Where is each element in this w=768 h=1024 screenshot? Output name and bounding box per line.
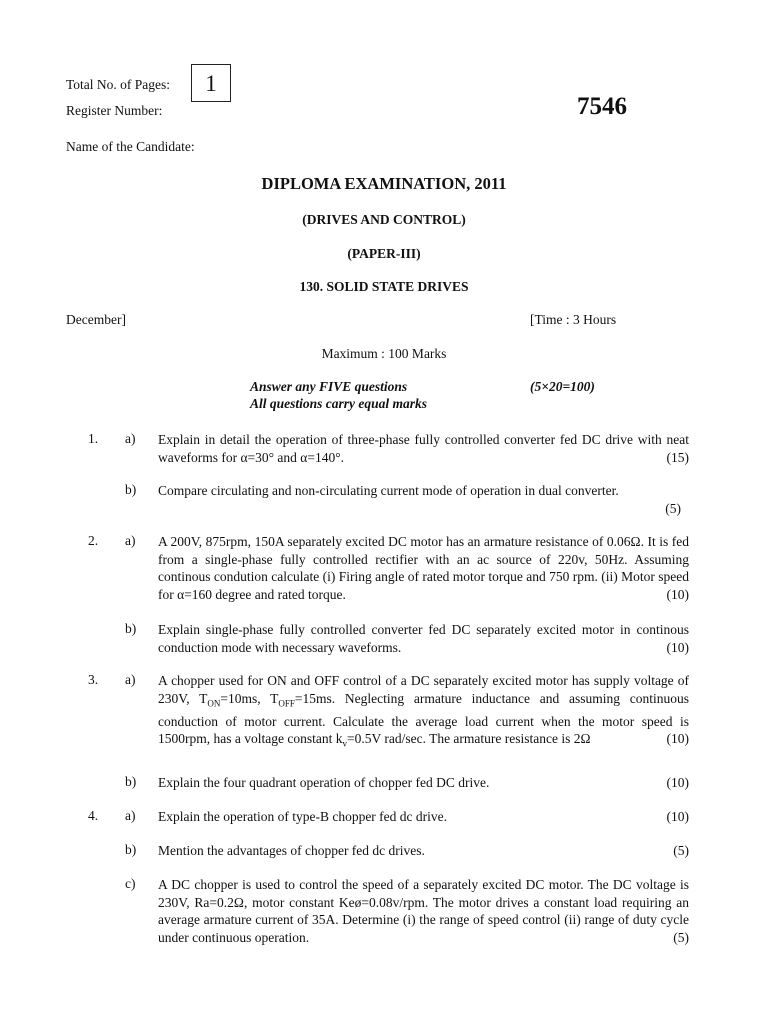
instruction-marks: (5×20=100) xyxy=(530,379,595,394)
exam-paper: (PAPER-III) xyxy=(347,246,421,261)
question-text: Explain in detail the operation of three-phase fully controlled converter fed DC drive with neat waveforms for α=30° and α=140°. (15) xyxy=(158,432,689,465)
marks: (10) xyxy=(666,775,689,790)
register-number-value: 7546 xyxy=(577,93,627,120)
part-label: b) xyxy=(125,774,137,789)
part-label: a) xyxy=(125,431,136,446)
marks: (10) xyxy=(666,586,689,602)
question-text: Mention the advantages of chopper fed dc drives. (5) xyxy=(158,843,689,858)
marks: (10) xyxy=(666,639,689,655)
question-text: Explain the operation of type-B chopper fed dc drive. (10) xyxy=(158,809,689,824)
exam-title: DIPLOMA EXAMINATION, 2011 xyxy=(261,174,507,193)
marks: (10) xyxy=(666,731,689,747)
question-number: 1. xyxy=(88,431,99,446)
question-number: 3. xyxy=(88,672,99,687)
max-marks: Maximum : 100 Marks xyxy=(321,346,447,361)
question-number: 2. xyxy=(88,533,99,548)
exam-subject: (DRIVES AND CONTROL) xyxy=(302,212,466,227)
question-text: A 200V, 875rpm, 150A separately excited DC motor has an armature resistance of 0.06Ω. It is fed from a single-phase fully controlled rectifier with an ac source of 220v, 50Hz. Assuming continous condution calculate (i) Firing angle of rated motor torque and 750 rpm. (ii) Motor speed for α=160 degree and rated torque. (10) xyxy=(158,534,689,602)
marks: (15) xyxy=(666,449,689,465)
question-text: Explain the four quadrant operation of chopper fed DC drive. (10) xyxy=(158,775,689,790)
part-label: a) xyxy=(125,672,136,687)
register-number-label: Register Number: xyxy=(66,103,163,118)
marks: (10) xyxy=(666,809,689,824)
marks: (5) xyxy=(673,843,689,858)
marks: (5) xyxy=(673,929,689,945)
total-pages-label: Total No. of Pages: xyxy=(66,77,171,92)
part-label: a) xyxy=(125,533,136,548)
question-text: Compare circulating and non-circulating current mode of operation in dual converter. (5) xyxy=(158,483,681,516)
exam-time: [Time : 3 Hours xyxy=(530,312,617,327)
marks: (5) xyxy=(665,500,681,516)
part-label: b) xyxy=(125,621,137,636)
question-text: A DC chopper is used to control the speed of a separately excited DC motor. The DC voltage is 230V, Ra=0.2Ω, motor constant Keø=0.08v/rpm. The motor drives a constant load requiring an average armature current of 35A. Determine (i) the range of speed control (ii) range of duty cycle under continuous operation. (5) xyxy=(158,877,689,945)
question-text: A chopper used for ON and OFF control of a DC separately excited motor has supply voltage of 230V, $T_{ON}=10ms$, $T_{OFF}=15ms$. Neglecting armature inductance and assuming continuous conduction of motor current. Calculate the average load current when the motor speed is 1500rpm, has a voltage constant $k_v=0.5V$ rad/sec. The armature resistance is 2Ω (10) xyxy=(158,673,690,749)
part-label: b) xyxy=(125,482,137,497)
part-label: a) xyxy=(125,808,136,823)
total-pages-box: 1 xyxy=(191,64,231,102)
part-label: b) xyxy=(125,842,137,857)
exam-month: December] xyxy=(66,312,126,327)
question-number: 4. xyxy=(88,808,99,823)
instruction-answer: Answer any FIVE questions xyxy=(250,379,408,394)
part-label: c) xyxy=(125,876,136,891)
instruction-equal-marks: All questions carry equal marks xyxy=(250,396,428,411)
question-text: Explain single-phase fully controlled converter fed DC separately excited motor in continous conduction mode with necessary waveforms. (10) xyxy=(158,622,689,655)
course-name: 130. SOLID STATE DRIVES xyxy=(299,279,469,294)
candidate-name-label: Name of the Candidate: xyxy=(66,139,195,154)
